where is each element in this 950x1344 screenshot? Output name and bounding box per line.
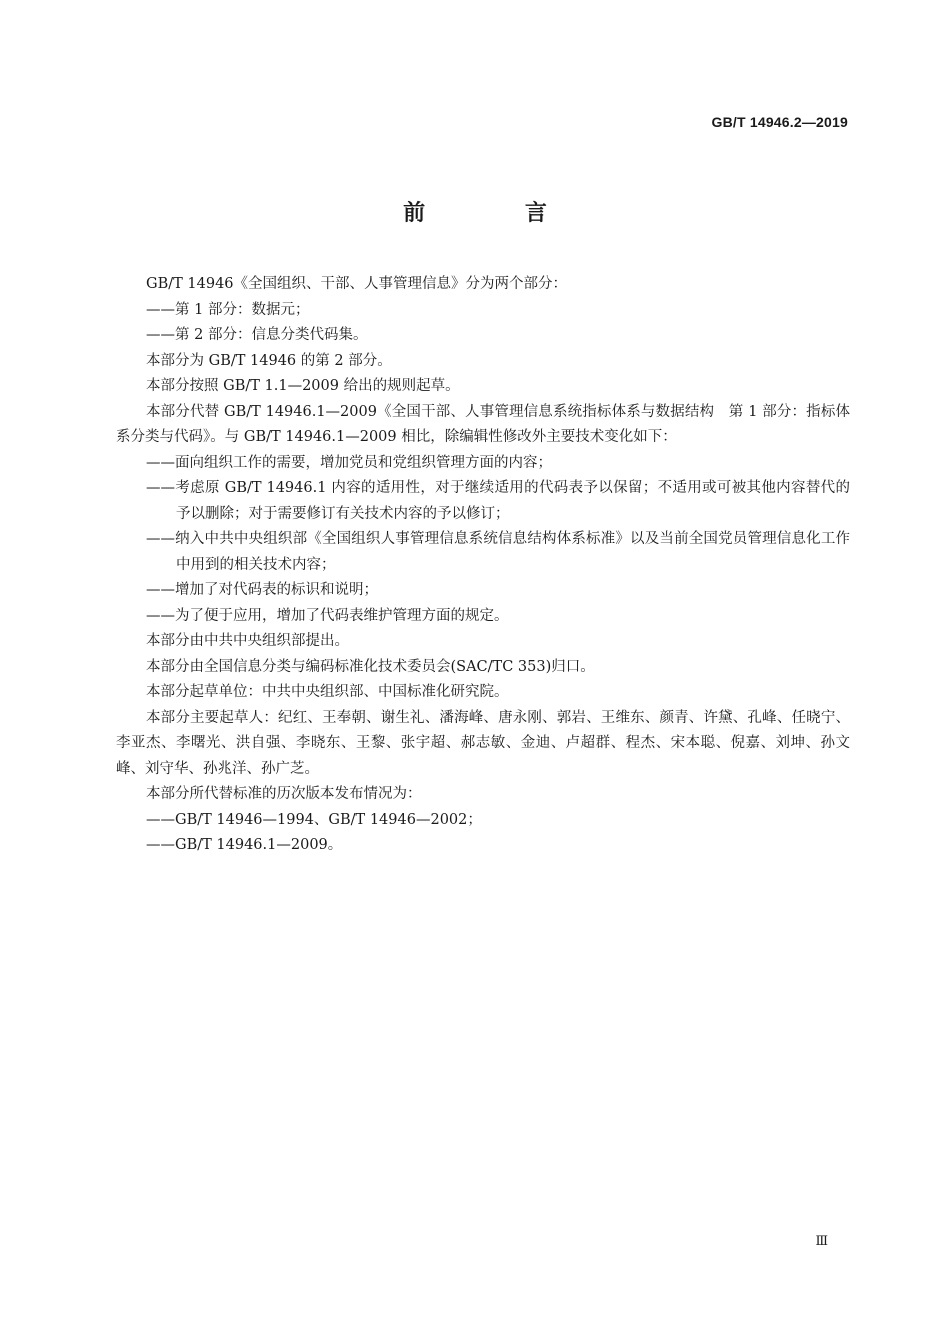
paragraph: 本部分由全国信息分类与编码标准化技术委员会(SAC/TC 353)归口。 (146, 658, 595, 675)
paragraph: 本部分所代替标准的历次版本发布情况为： (146, 786, 422, 802)
list-item: ——第 2 部分：信息分类代码集。 (146, 327, 368, 343)
list-item: ——增加了对代码表的标识和说明； (146, 582, 378, 598)
standard-code: GB/T 14946.2—2019 (711, 114, 848, 130)
page-title: 前 言 (403, 201, 593, 226)
list-item: ——GB/T 14946—1994、GB/T 14946—2002； (146, 811, 482, 828)
list-item: ——面向组织工作的需要，增加党员和党组织管理方面的内容； (146, 454, 552, 471)
paragraph: 本部分由中共中央组织部提出。 (146, 633, 349, 649)
paragraph: GB/T 14946《全国组织、干部、人事管理信息》分为两个部分： (146, 276, 568, 292)
list-item: ——为了便于应用，增加了代码表维护管理方面的规定。 (146, 607, 509, 624)
page-number: Ⅲ (815, 1234, 828, 1249)
paragraph: 本部分代替 GB/T 14946.1—2009《全国干部、人事管理信息系统指标体系与数据结构 第 1 部分：指标体系分类与代码》。与 GB/T 14946.1—2009 相比，除编辑性修改外主要技术变化如下： (116, 403, 850, 445)
list-item: ——GB/T 14946.1—2009。 (146, 837, 343, 853)
paragraph: 本部分按照 GB/T 1.1—2009 给出的规则起草。 (146, 378, 460, 394)
paragraph: 本部分主要起草人：纪红、王奉朝、谢生礼、潘海峰、唐永刚、郭岩、王维东、颜青、许黛、孔峰、任晓宁、李亚杰、李曙光、洪自强、李晓东、王黎、张宇超、郝志敏、金迪、卢超群、程杰、宋本聪、倪嘉、刘坤、孙文峰、刘守华、孙兆洋、孙广芝。 (116, 709, 850, 777)
list-item: ——纳入中共中央组织部《全国组织人事管理信息系统信息结构体系标准》以及当前全国党员管理信息化工作中用到的相关技术内容； (146, 531, 850, 573)
paragraph: 本部分起草单位：中共中央组织部、中国标准化研究院。 (146, 684, 509, 700)
list-item: ——考虑原 GB/T 14946.1 内容的适用性，对于继续适用的代码表予以保留；不适用或可被其他内容替代的予以删除；对于需要修订有关技术内容的予以修订； (146, 480, 850, 522)
list-item: ——第 1 部分：数据元； (146, 301, 310, 318)
paragraph: 本部分为 GB/T 14946 的第 2 部分。 (146, 352, 392, 369)
foreword-body (116, 272, 850, 859)
